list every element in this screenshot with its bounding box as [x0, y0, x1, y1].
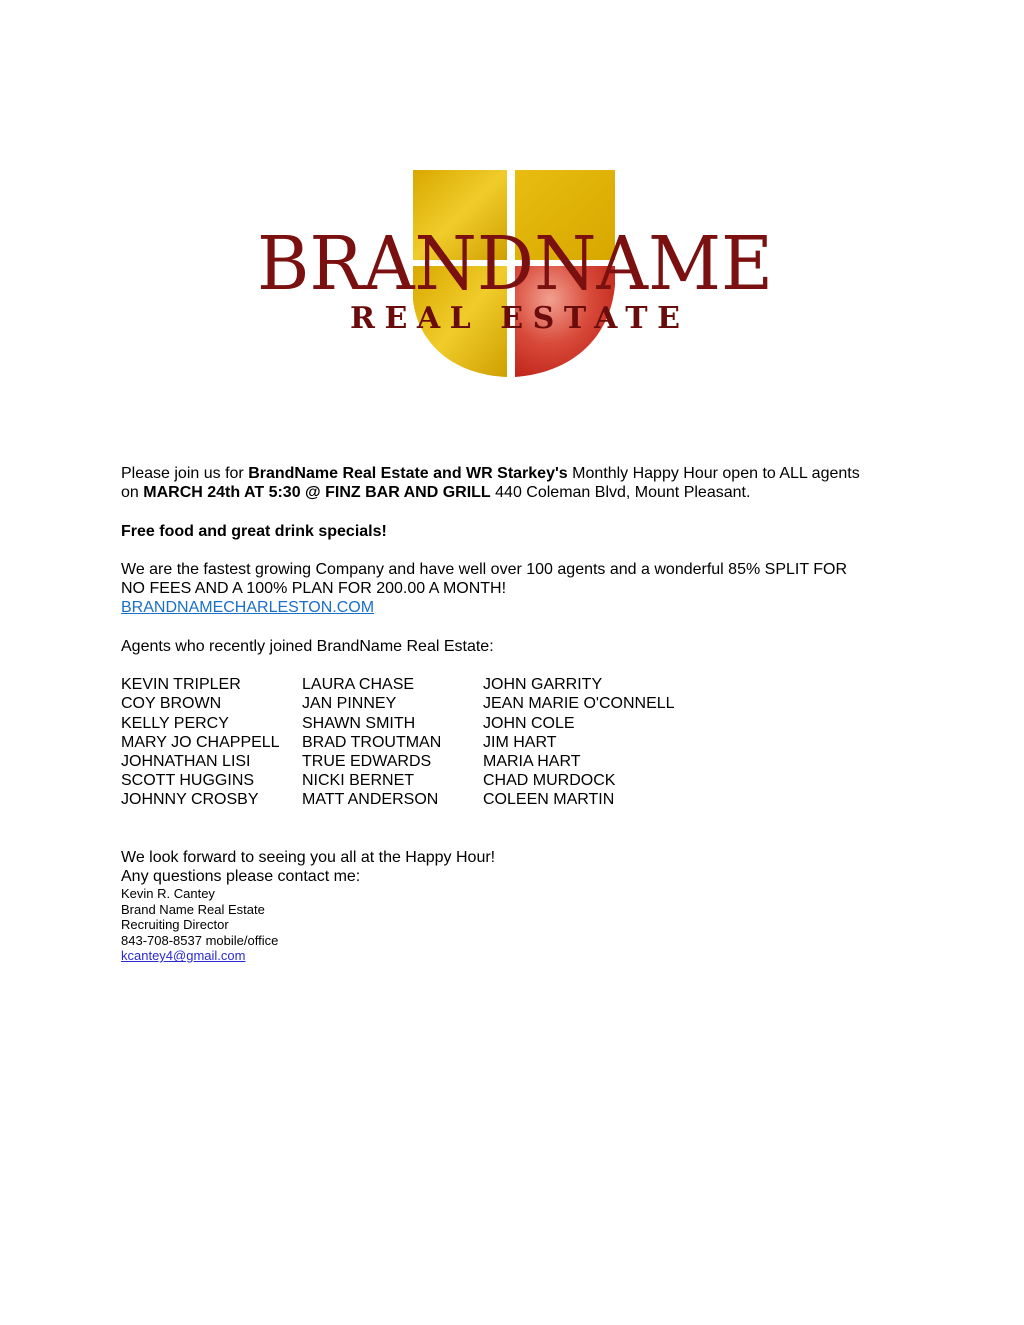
agent-name: JOHNATHAN LISI: [121, 752, 251, 770]
agents-column-3: [483, 675, 743, 809]
signature-block: [121, 886, 921, 964]
agents-column-1: [121, 675, 302, 809]
signature-email-link[interactable]: kcantey4@gmail.com: [121, 948, 246, 964]
intro-text: Monthly Happy Hour open to ALL agents: [567, 465, 860, 482]
agent-name: JOHN GARRITY: [483, 676, 603, 694]
agent-name: SCOTT HUGGINS: [121, 772, 255, 790]
agent-name: BRAD TROUTMAN: [302, 733, 442, 751]
agent-name: CHAD MURDOCK: [483, 772, 616, 790]
flyer-content: [121, 464, 921, 964]
sub-word: REAL ESTATE: [350, 301, 680, 336]
signature-title: Recruiting Director: [121, 917, 229, 933]
intro-text: Please join us for: [121, 465, 249, 482]
signature-name: Kevin R. Cantey: [121, 886, 215, 902]
agents-list: [121, 675, 921, 809]
agent-name: KEVIN TRIPLER: [121, 676, 241, 694]
intro-hosts: BrandName Real Estate and WR Starkey's: [248, 465, 568, 482]
intro-text: on: [121, 484, 144, 502]
pitch-paragraph: [121, 560, 921, 618]
pitch-line: NO FEES AND A 100% PLAN FOR 200.00 A MONTH!: [121, 580, 507, 598]
agent-name: JIM HART: [483, 733, 557, 751]
website-link[interactable]: BRANDNAMECHARLESTON.COM: [121, 599, 375, 617]
closing: [121, 848, 921, 886]
specials: Free food and great drink specials!: [121, 522, 387, 540]
agent-name: MARIA HART: [483, 752, 581, 770]
event-datetime: MARCH 24th AT 5:30 @ FINZ BAR AND GRILL: [143, 484, 491, 502]
agent-name: MARY JO CHAPPELL: [121, 733, 280, 751]
brand-word: BRANDNAME: [257, 221, 773, 307]
brand-logo: [250, 165, 780, 385]
pitch-line: We are the fastest growing Company and have well over 100 agents and a wonderful 85% SPLIT FOR: [121, 560, 848, 578]
agents-column-2: [302, 675, 483, 809]
agent-name: MATT ANDERSON: [302, 791, 439, 809]
agent-name: COLEEN MARTIN: [483, 791, 615, 809]
agent-name: JEAN MARIE O'CONNELL: [483, 695, 675, 713]
agent-name: NICKI BERNET: [302, 772, 415, 790]
closing-line: We look forward to seeing you all at the Happy Hour!: [121, 848, 496, 866]
signature-phone: 843-708-8537 mobile/office: [121, 932, 279, 948]
agent-name: TRUE EDWARDS: [302, 752, 432, 770]
event-address: 440 Coleman Blvd, Mount Pleasant.: [490, 484, 751, 502]
agent-name: JOHNNY CROSBY: [121, 791, 259, 809]
intro-paragraph: [121, 464, 921, 502]
agent-name: SHAWN SMITH: [302, 714, 416, 732]
signature-company: Brand Name Real Estate: [121, 901, 265, 917]
agent-name: COY BROWN: [121, 695, 222, 713]
agent-name: JOHN COLE: [483, 714, 575, 732]
agent-name: JAN PINNEY: [302, 695, 397, 713]
closing-line: Any questions please contact me:: [121, 868, 361, 886]
agent-name: LAURA CHASE: [302, 676, 415, 694]
agents-heading: Agents who recently joined BrandName Real Estate:: [121, 637, 494, 655]
agent-name: KELLY PERCY: [121, 714, 229, 732]
